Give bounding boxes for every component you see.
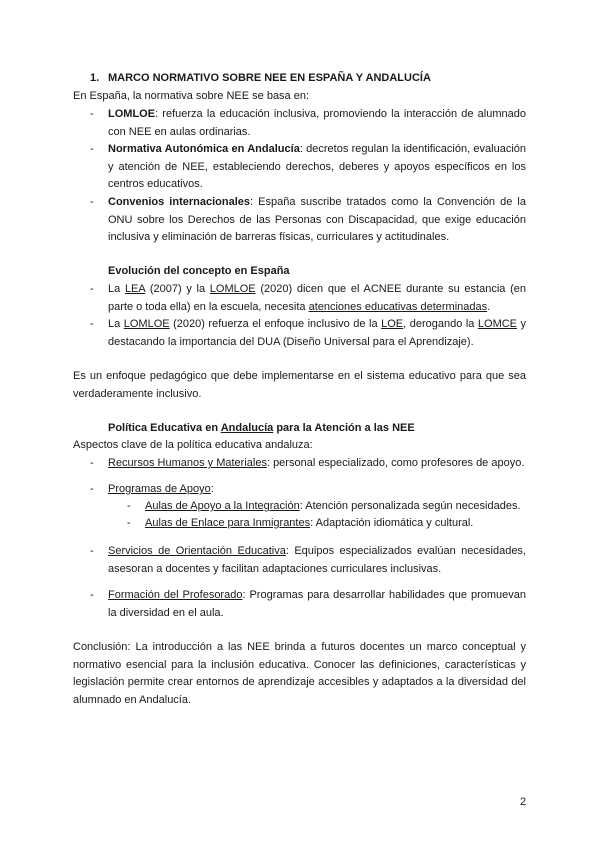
text-run: : Equipos especializados evalúan necesidades, asesoran a docentes y facilitan adaptaciones curriculares inclusivas. [108, 545, 526, 575]
section-number: 1. [90, 72, 100, 84]
bullet-dash: - [90, 589, 94, 601]
text-run: : Adaptación idiomática y cultural. [310, 517, 474, 529]
politica-intro: Aspectos clave de la política educativa andaluza: [73, 439, 313, 451]
text-run: Política Educativa en [108, 422, 221, 434]
text-run: : [210, 483, 214, 495]
bullet-dash: - [90, 483, 94, 495]
evolucion-heading: Evolución del concepto en España [108, 265, 290, 277]
text-run: La [108, 318, 124, 330]
link-aulas-enlace[interactable]: Aulas de Enlace para Inmigrantes [145, 517, 311, 529]
bullet-dash: - [90, 143, 94, 155]
bullet-dash: - [90, 545, 94, 557]
text-run: , derogando la [403, 318, 478, 330]
text-run: (2007) y la [145, 283, 210, 295]
link-atenciones[interactable]: atenciones educativas determinadas [308, 300, 488, 313]
bullet-dash: - [90, 318, 94, 330]
text-run: : Programas para desarrollar habilidades que promuevan la diversidad en el aula. [108, 589, 526, 619]
page-number: 2 [520, 796, 527, 808]
section-heading: MARCO NORMATIVO SOBRE NEE EN ESPAÑA Y ANDALUCÍA [108, 72, 431, 84]
link-aulas-apoyo[interactable]: Aulas de Apoyo a la Integración [145, 500, 300, 512]
list-item-programas [108, 481, 214, 499]
link-programas[interactable]: Programas de Apoyo [108, 483, 211, 495]
link-lomloe[interactable]: LOMLOE [123, 318, 170, 330]
bullet-dash: - [90, 283, 94, 295]
list-item-servicios [108, 543, 526, 578]
text-run: . [487, 300, 491, 313]
item-text: : España suscribe tratados como la Convención de la ONU sobre los Derechos de las Personas con Discapacidad, que exige educación inclusiva y eliminación de barreras físicas, curriculares y actitudinales. [108, 196, 526, 243]
bullet-dash: - [127, 500, 131, 512]
politica-heading [108, 420, 415, 438]
sub-item-aulas-apoyo [145, 498, 521, 516]
list-item-lomloe [108, 106, 526, 141]
list-item-recursos [108, 455, 526, 473]
link-recursos[interactable]: Recursos Humanos y Materiales [108, 457, 267, 469]
link-lea[interactable]: LEA [124, 283, 146, 295]
item-text: : decretos regulan la identificación, evaluación y atención de NEE, estableciendo derechos, deberes y apoyos específicos en los centros educativos. [108, 143, 527, 190]
section-intro: En España, la normativa sobre NEE se basa en: [73, 90, 310, 102]
conclusion-paragraph: Conclusión: La introducción a las NEE brinda a futuros docentes un marco conceptual y normativo esencial para la inclusión educativa. Conocer las definiciones, características y legislación permite crear entornos de aprendizaje accesibles y adaptados a la diversidad del alumnado en Andalucía. [73, 641, 526, 706]
item-text: : refuerza la educación inclusiva, promoviendo la interacción de alumnado con NEE en aulas ordinarias. [108, 108, 526, 138]
link-andalucia[interactable]: Andalucía [220, 422, 274, 434]
link-lomce[interactable]: LOMCE [477, 318, 518, 330]
text-run: : personal especializado, como profesores de apoyo. [266, 457, 525, 469]
item-title: Convenios internacionales [108, 196, 250, 208]
list-item-convenios [108, 194, 526, 247]
link-servicios[interactable]: Servicios de Orientación Educativa [108, 545, 286, 557]
text-run: (2020) dicen que el ACNEE durante su estancia (en parte o toda ella) en la escuela, necesita [108, 283, 526, 313]
text-run: (2020) refuerza el enfoque inclusivo de la [169, 318, 382, 330]
list-item-formacion [108, 587, 526, 622]
item-title: LOMLOE [108, 108, 156, 120]
list-item-lomloe-dua [108, 316, 526, 351]
bullet-dash: - [127, 517, 131, 529]
link-lomloe[interactable]: LOMLOE [209, 283, 256, 295]
summary-paragraph: Es un enfoque pedagógico que debe implementarse en el sistema educativo para que sea verdaderamente inclusivo. [73, 370, 526, 400]
sub-item-aulas-enlace [145, 515, 473, 533]
text-run: y destacando la importancia del DUA (Diseño Universal para el Aprendizaje). [108, 318, 527, 348]
link-formacion[interactable]: Formación del Profesorado [108, 589, 243, 601]
text-run: para la Atención a las NEE [273, 422, 415, 434]
list-item-lea [108, 281, 526, 316]
text-run: La [108, 283, 125, 295]
bullet-dash: - [90, 108, 94, 120]
bullet-dash: - [90, 196, 94, 208]
list-item-normativa [108, 141, 526, 194]
link-loe[interactable]: LOE [381, 318, 404, 330]
item-title: Normativa Autonómica en Andalucía [108, 143, 300, 155]
bullet-dash: - [90, 457, 94, 469]
text-run: : Atención personalizada según necesidades. [299, 500, 521, 512]
